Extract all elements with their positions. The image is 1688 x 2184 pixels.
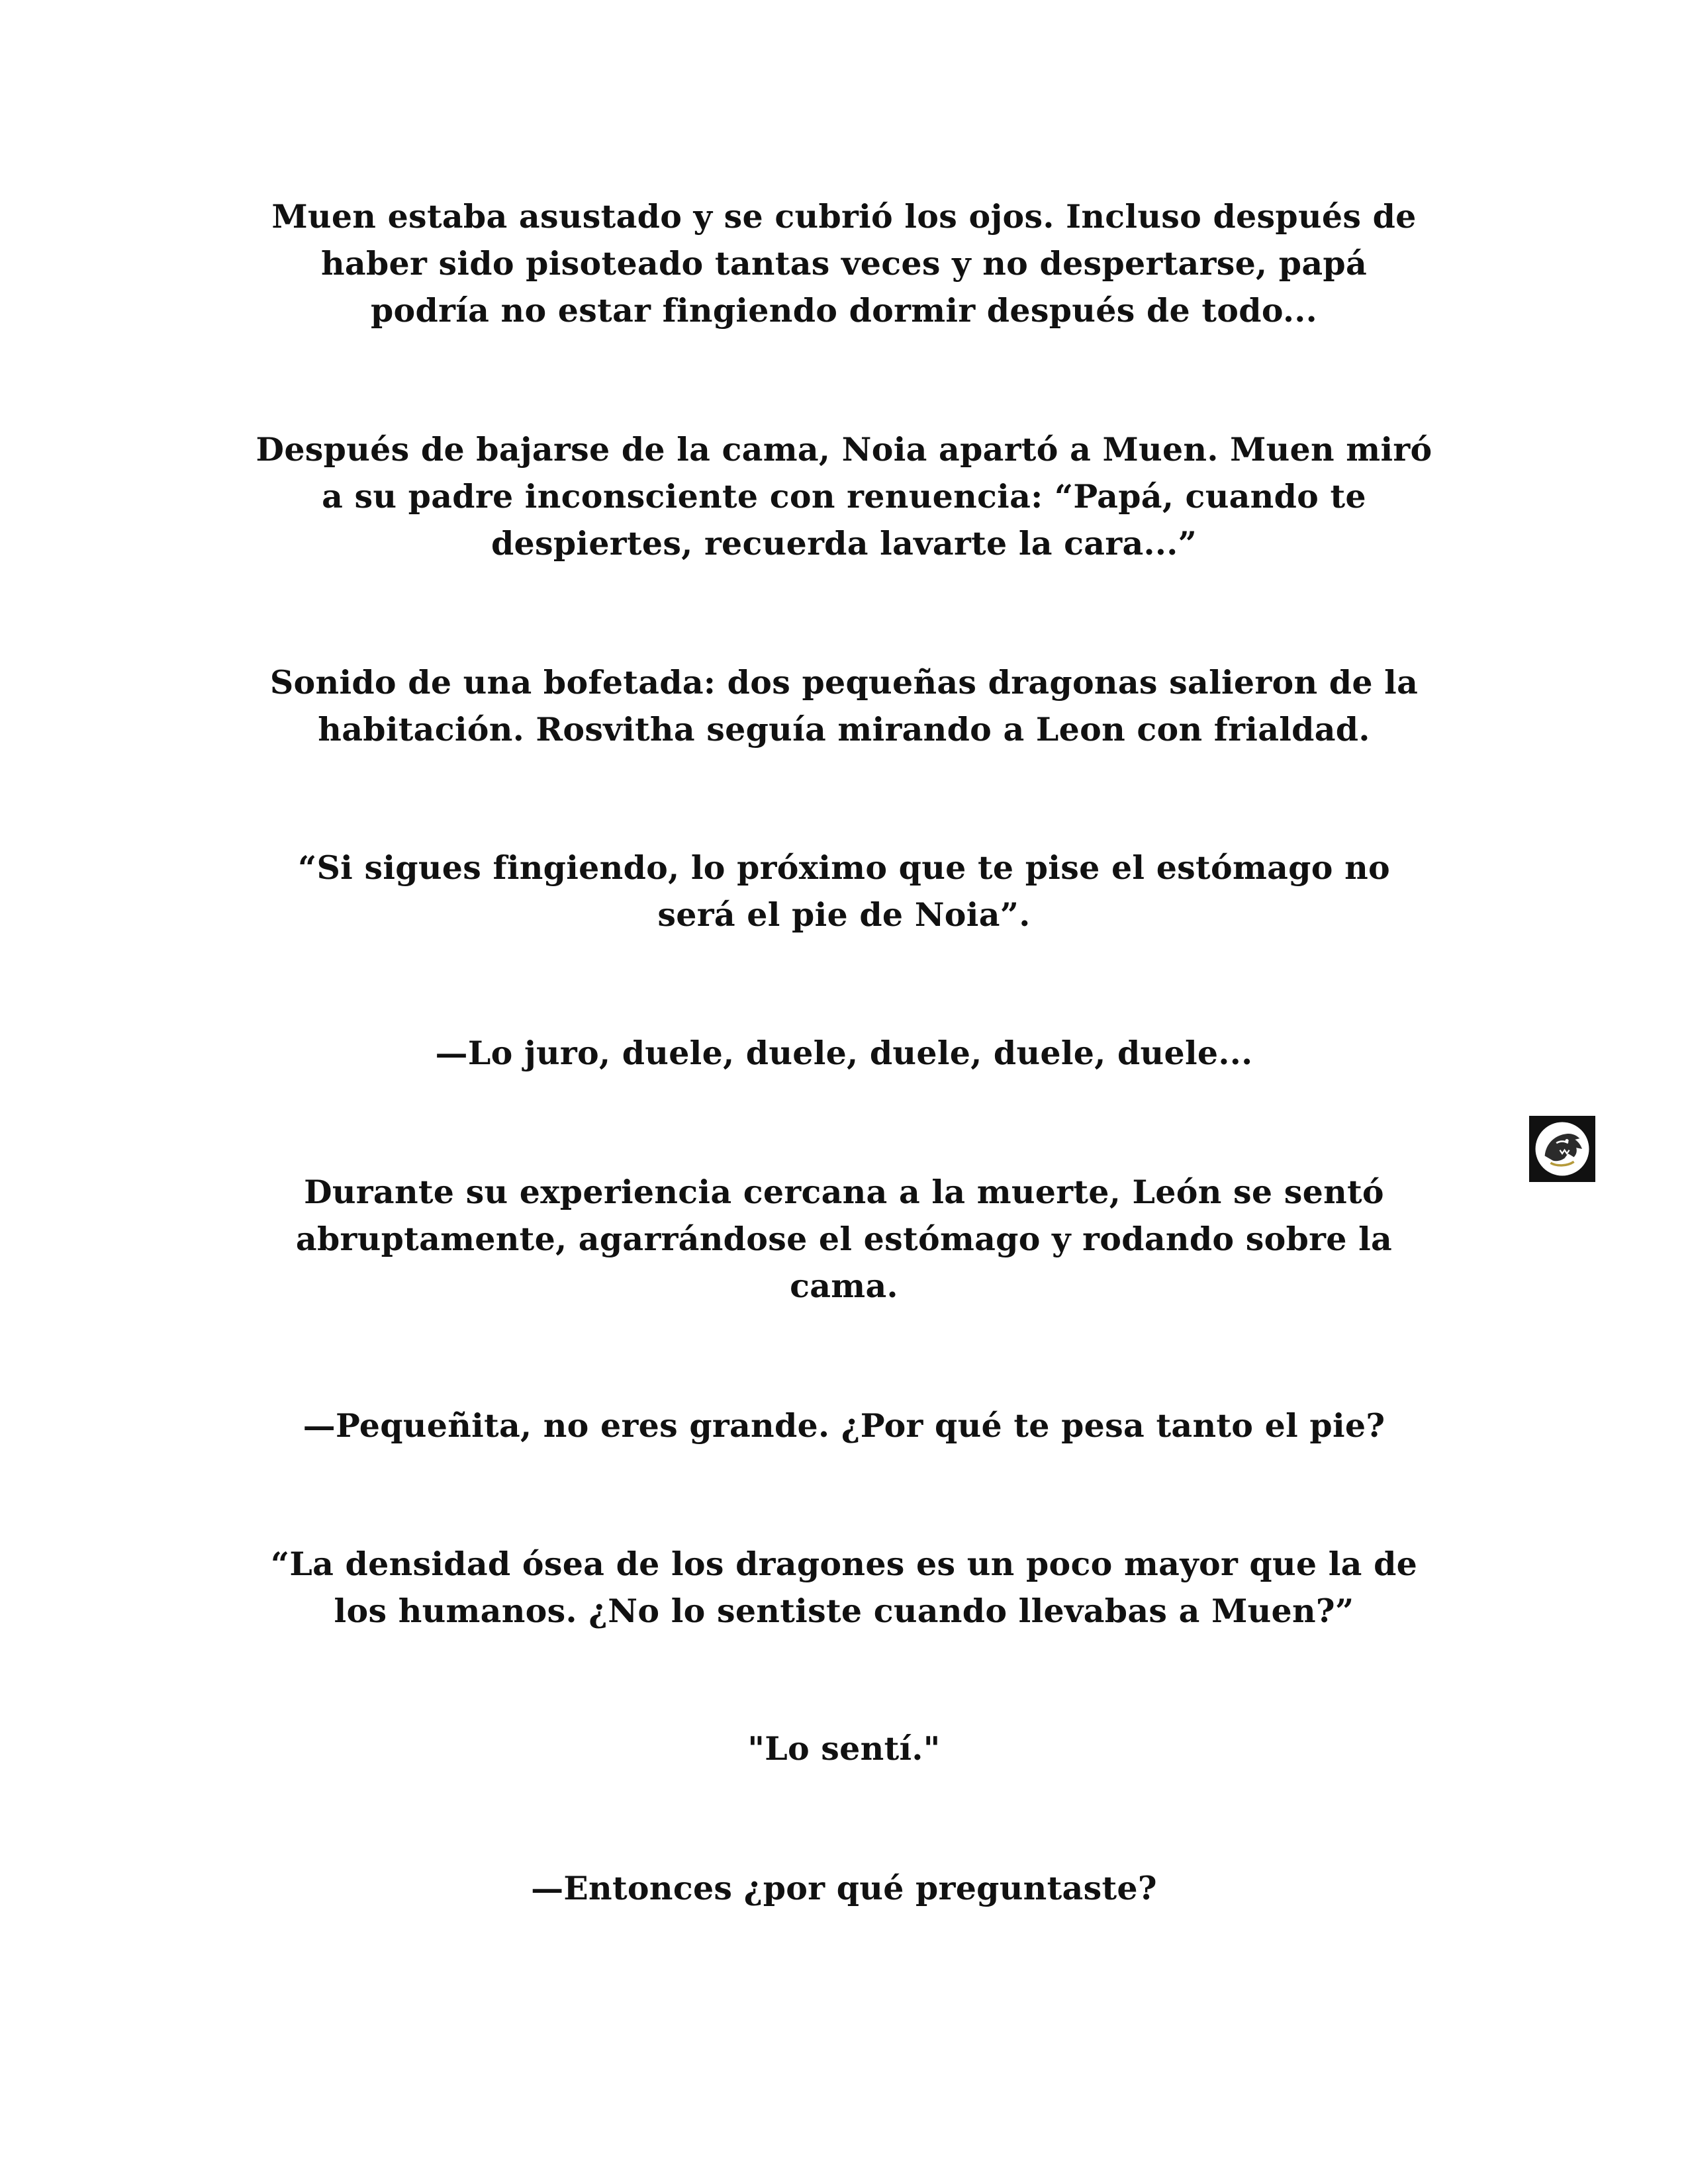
paragraph-10: —Entonces ¿por qué preguntaste? — [531, 1869, 1157, 1907]
dragon-head-logo-icon — [1529, 1116, 1595, 1182]
paragraph-5: —Lo juro, duele, duele, duele, duele, duele... — [435, 1034, 1253, 1072]
paragraph-9: "Lo sentí." — [747, 1729, 941, 1768]
paragraph-6: Durante su experiencia cercana a la muerte, León se sentó abruptamente, agarrándose el estómago y rodando sobre la cama. — [295, 1173, 1393, 1305]
paragraph-2: Después de bajarse de la cama, Noia apartó a Muen. Muen miró a su padre inconsciente con renuencia: “Papá, cuando te despiertes, recuerda lavarte la cara...” — [256, 430, 1432, 563]
paragraph-3: Sonido de una bofetada: dos pequeñas dragonas salieron de la habitación. Rosvitha seguía mirando a Leon con frialdad. — [269, 663, 1419, 749]
paragraph-4: “Si sigues fingiendo, lo próximo que te pise el estómago no será el pie de Noia”. — [298, 848, 1390, 934]
paragraph-1: Muen estaba asustado y se cubrió los ojos. Incluso después de haber sido pisoteado tantas veces y no despertarse, papá podría no estar fingiendo dormir después de todo... — [271, 197, 1417, 330]
dragon-head-logo-svg — [1533, 1120, 1591, 1178]
paragraph-8: “La densidad ósea de los dragones es un poco mayor que la de los humanos. ¿No lo sentiste cuando llevabas a Muen?” — [270, 1545, 1418, 1630]
paragraph-7: —Pequeñita, no eres grande. ¿Por qué te pesa tanto el pie? — [303, 1406, 1385, 1445]
